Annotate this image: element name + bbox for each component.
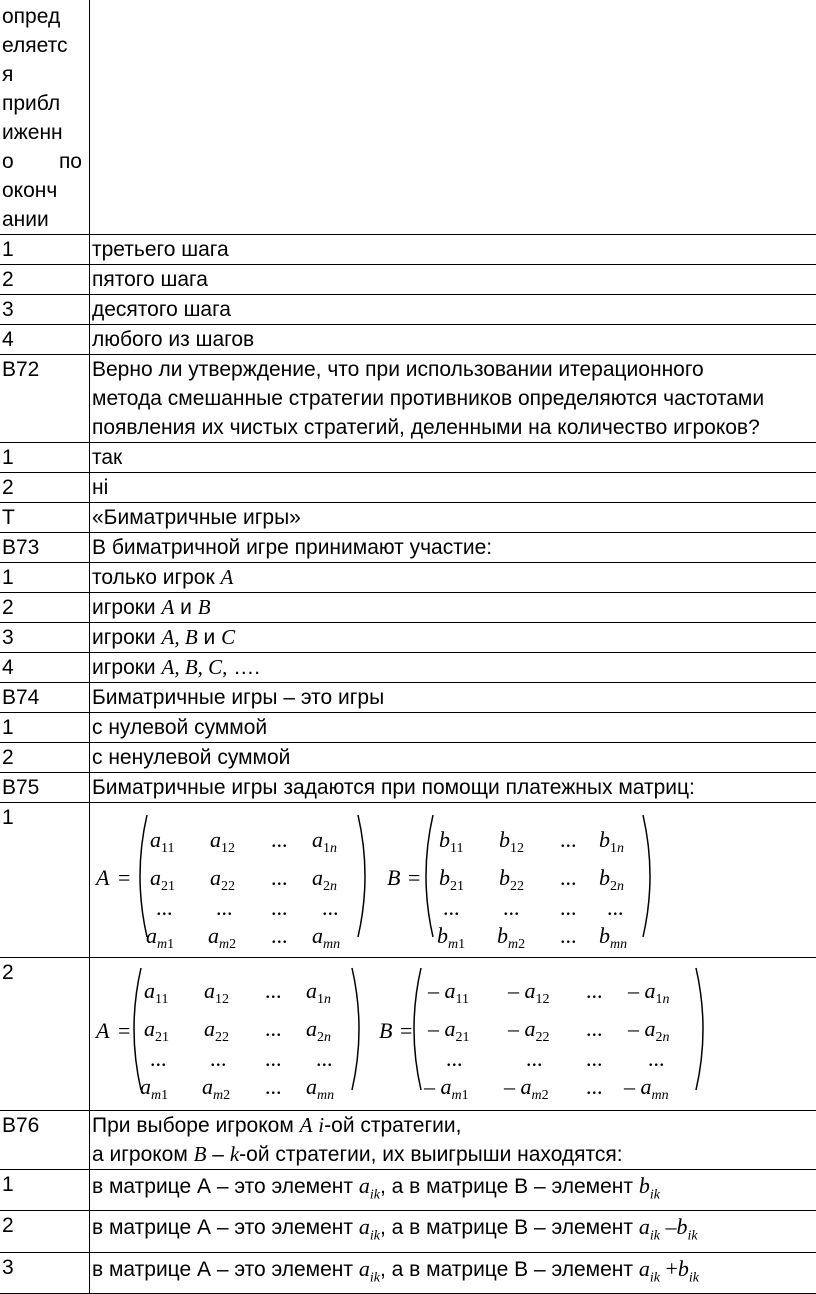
svg-text:...: ... bbox=[443, 895, 460, 920]
svg-text:– a12: – $a_{12}$ bbox=[507, 978, 550, 1007]
table-row bbox=[0, 958, 816, 1111]
svg-text:b12: $b_{12}$ bbox=[499, 827, 524, 856]
svg-text:a12: $a_{12}$ bbox=[210, 827, 235, 856]
row-number: 4 bbox=[0, 653, 90, 683]
svg-text:amn: $a_{mn}$ bbox=[306, 1074, 334, 1102]
svg-text:...: ... bbox=[265, 978, 282, 1003]
row-text: в матрице А – это элемент $a_{ik}$, а в матрице В – элемент $a_{ik} +b_{ik}$ bbox=[90, 1252, 816, 1293]
row-text: с нулевой суммой bbox=[90, 713, 816, 743]
row-text: игроки A, B и C bbox=[90, 623, 816, 653]
svg-text:=: = bbox=[118, 865, 130, 890]
svg-text:amn: $a_{mn}$ bbox=[312, 923, 340, 949]
svg-text:a2n: $a_2n$ bbox=[312, 865, 337, 894]
row-number: 1 bbox=[0, 1170, 90, 1211]
svg-text:...: ... bbox=[150, 1046, 167, 1071]
svg-text:...: ... bbox=[526, 1046, 543, 1071]
formula-a-ik-plus-b-ik: $a_{ik} +b_{ik}$ bbox=[639, 1256, 699, 1281]
svg-text:am1: $a_m1$ bbox=[146, 923, 174, 949]
svg-text:...: ... bbox=[586, 1074, 603, 1099]
svg-text:...: ... bbox=[265, 1016, 282, 1041]
table-row bbox=[0, 473, 816, 503]
table-row bbox=[0, 773, 816, 803]
svg-text:A: A bbox=[94, 1018, 110, 1043]
svg-text:...: ... bbox=[586, 1016, 603, 1041]
svg-text:– am1: – $a_m1$ bbox=[423, 1074, 469, 1102]
table-row bbox=[0, 0, 816, 235]
svg-text:...: ... bbox=[271, 923, 288, 948]
row-text: третьего шага bbox=[90, 235, 816, 265]
svg-text:...: ... bbox=[271, 865, 288, 890]
svg-text:– am2: – $a_m2$ bbox=[503, 1074, 549, 1102]
svg-text:am1: $a_m1$ bbox=[140, 1074, 168, 1102]
svg-text:– a22: – $a_{22}$ bbox=[507, 1016, 550, 1045]
row-number: 1 bbox=[0, 713, 90, 743]
table-row bbox=[0, 443, 816, 473]
row-text: так bbox=[90, 443, 816, 473]
table-row bbox=[0, 1170, 816, 1211]
row-text: в матрице А – это элемент $a_{ik}$, а в матрице В – элемент $a_{ik}$ $-b_{ik}$ bbox=[90, 1211, 816, 1252]
row-number: 2 bbox=[0, 1211, 90, 1252]
table-row bbox=[0, 623, 816, 653]
svg-text:a1n: $a_1n$ bbox=[306, 978, 331, 1007]
table-row bbox=[0, 743, 816, 773]
row-number: 2 bbox=[0, 958, 90, 1111]
svg-text:b22: $b_{22}$ bbox=[499, 865, 524, 894]
svg-text:...: ... bbox=[607, 895, 624, 920]
row-number: 1 bbox=[0, 235, 90, 265]
svg-text:– a2n: – $a_2n$ bbox=[627, 1016, 670, 1045]
svg-text:am2: $a_m2$ bbox=[202, 1074, 230, 1102]
table-row bbox=[0, 1111, 816, 1170]
matrix-formula bbox=[90, 803, 816, 958]
formula-a-ik-minus-b-ik: $a_{ik}$ $-b_{ik}$ bbox=[639, 1214, 698, 1239]
svg-text:...: ... bbox=[216, 895, 233, 920]
formula-a-ik: $a_{ik}$ bbox=[359, 1173, 380, 1198]
topic-title: «Биматричные игры» bbox=[90, 503, 816, 533]
svg-text:a2n: $a_2n$ bbox=[306, 1016, 331, 1045]
svg-text:...: ... bbox=[271, 895, 288, 920]
svg-text:...: ... bbox=[265, 1046, 282, 1071]
svg-text:...: ... bbox=[271, 827, 288, 852]
svg-text:a11: $a_{11}$ bbox=[144, 978, 168, 1007]
svg-text:b2n: $b_2n$ bbox=[599, 865, 624, 894]
table-row bbox=[0, 355, 816, 443]
svg-text:– amn: – $a_{mn}$ bbox=[623, 1074, 669, 1102]
row-text: в матрице А – это элемент $a_{ik}$, а в матрице В – элемент $b_{ik}$ bbox=[90, 1170, 816, 1211]
question-number: В76 bbox=[0, 1111, 90, 1170]
svg-text:a1n: $a_1n$ bbox=[312, 827, 337, 856]
table-row bbox=[0, 803, 816, 958]
svg-text:a12: $a_{12}$ bbox=[204, 978, 229, 1007]
table-row bbox=[0, 533, 816, 563]
row-number: 3 bbox=[0, 1252, 90, 1293]
svg-text:bm2: $b_m2$ bbox=[497, 923, 525, 949]
row-text: пятого шага bbox=[90, 265, 816, 295]
svg-text:a11: $a_{11}$ bbox=[150, 827, 174, 856]
table-row bbox=[0, 593, 816, 623]
row-number: 4 bbox=[0, 325, 90, 355]
svg-text:...: ... bbox=[648, 1046, 665, 1071]
svg-text:=: = bbox=[408, 865, 420, 890]
matrix-formula-2 bbox=[90, 958, 814, 1102]
row-number: 1 bbox=[0, 563, 90, 593]
svg-text:b11: $b_{11}$ bbox=[439, 827, 463, 856]
svg-text:a22: $a_{22}$ bbox=[210, 865, 235, 894]
row-number: 1 bbox=[0, 443, 90, 473]
question-text: В биматричной игре принимают участие: bbox=[90, 533, 816, 563]
svg-text:...: ... bbox=[503, 895, 520, 920]
svg-text:a22: $a_{22}$ bbox=[204, 1016, 229, 1045]
question-number: В73 bbox=[0, 533, 90, 563]
svg-text:A: A bbox=[94, 865, 110, 890]
row-number: 3 bbox=[0, 623, 90, 653]
table-row bbox=[0, 683, 816, 713]
svg-text:am2: $a_m2$ bbox=[208, 923, 236, 949]
svg-text:bmn: $b_{mn}$ bbox=[599, 923, 627, 949]
empty-cell bbox=[90, 0, 816, 235]
question-text: Биматричные игры – это игры bbox=[90, 683, 816, 713]
svg-text:b21: $b_{21}$ bbox=[439, 865, 464, 894]
formula-a-ik: $a_{ik}$ bbox=[359, 1214, 380, 1239]
svg-text:...: ... bbox=[586, 978, 603, 1003]
table-row bbox=[0, 653, 816, 683]
formula-a-ik: $a_{ik}$ bbox=[359, 1256, 380, 1281]
row-text: десятого шага bbox=[90, 295, 816, 325]
question-number: В74 bbox=[0, 683, 90, 713]
row-number: 2 bbox=[0, 593, 90, 623]
svg-text:...: ... bbox=[446, 1046, 463, 1071]
svg-text:B: B bbox=[379, 1018, 392, 1043]
table-row bbox=[0, 563, 816, 593]
table-row bbox=[0, 265, 816, 295]
svg-text:– a1n: – $a_1n$ bbox=[627, 978, 670, 1007]
svg-text:– a11: – $a_{11}$ bbox=[427, 978, 469, 1007]
svg-text:...: ... bbox=[560, 895, 577, 920]
svg-text:a21: $a_{21}$ bbox=[150, 865, 175, 894]
svg-text:...: ... bbox=[560, 827, 577, 852]
svg-text:bm1: $b_m1$ bbox=[437, 923, 465, 949]
row-number: 2 bbox=[0, 473, 90, 503]
question-number: В72 bbox=[0, 355, 90, 443]
question-text: Верно ли утверждение, что при использовании итерационного метода смешанные стратегии противников определяются частотами появления их чистых стратегий, деленными на количество игроков? bbox=[90, 355, 816, 443]
row-text: с ненулевой суммой bbox=[90, 743, 816, 773]
table-row bbox=[0, 295, 816, 325]
svg-text:...: ... bbox=[322, 895, 339, 920]
row-number: 2 bbox=[0, 265, 90, 295]
svg-text:...: ... bbox=[316, 1046, 333, 1071]
table-row bbox=[0, 235, 816, 265]
svg-text:...: ... bbox=[156, 895, 173, 920]
svg-text:...: ... bbox=[560, 923, 577, 948]
row-number: Т bbox=[0, 503, 90, 533]
row-text: любого из шагов bbox=[90, 325, 816, 355]
table-row bbox=[0, 503, 816, 533]
row-text: ні bbox=[90, 473, 816, 503]
table-row bbox=[0, 325, 816, 355]
question-number: В75 bbox=[0, 773, 90, 803]
table-row bbox=[0, 1252, 816, 1293]
svg-text:– a21: – $a_{21}$ bbox=[427, 1016, 470, 1045]
row-text: только игрок A bbox=[90, 563, 816, 593]
row-number: 1 bbox=[0, 803, 90, 958]
svg-text:...: ... bbox=[586, 1046, 603, 1071]
formula-b-ik: $b_{ik}$ bbox=[639, 1173, 660, 1198]
svg-text:...: ... bbox=[560, 865, 577, 890]
row-number: 3 bbox=[0, 295, 90, 325]
svg-text:...: ... bbox=[210, 1046, 227, 1071]
question-text: При выборе игроком A i-ой стратегии, а игроком B – k-ой стратегии, их выигрыши находятся: bbox=[90, 1111, 816, 1170]
row-text: игроки A, B, C, …. bbox=[90, 653, 816, 683]
question-text: Биматричные игры задаются при помощи платежных матриц: bbox=[90, 773, 816, 803]
row-text: игроки A и B bbox=[90, 593, 816, 623]
svg-text:...: ... bbox=[265, 1074, 282, 1099]
svg-text:b1n: $b_1n$ bbox=[599, 827, 624, 856]
matrix-formula bbox=[90, 958, 816, 1111]
svg-text:=: = bbox=[400, 1018, 412, 1043]
svg-text:B: B bbox=[387, 865, 400, 890]
row-number: 2 bbox=[0, 743, 90, 773]
table-row bbox=[0, 713, 816, 743]
svg-text:=: = bbox=[118, 1018, 130, 1043]
answer-header-cell: опред еляетс я прибл иженн о по оконч ании bbox=[0, 0, 90, 235]
svg-text:a21: $a_{21}$ bbox=[144, 1016, 169, 1045]
matrix-formula-1 bbox=[90, 803, 814, 949]
table-row bbox=[0, 1211, 816, 1252]
